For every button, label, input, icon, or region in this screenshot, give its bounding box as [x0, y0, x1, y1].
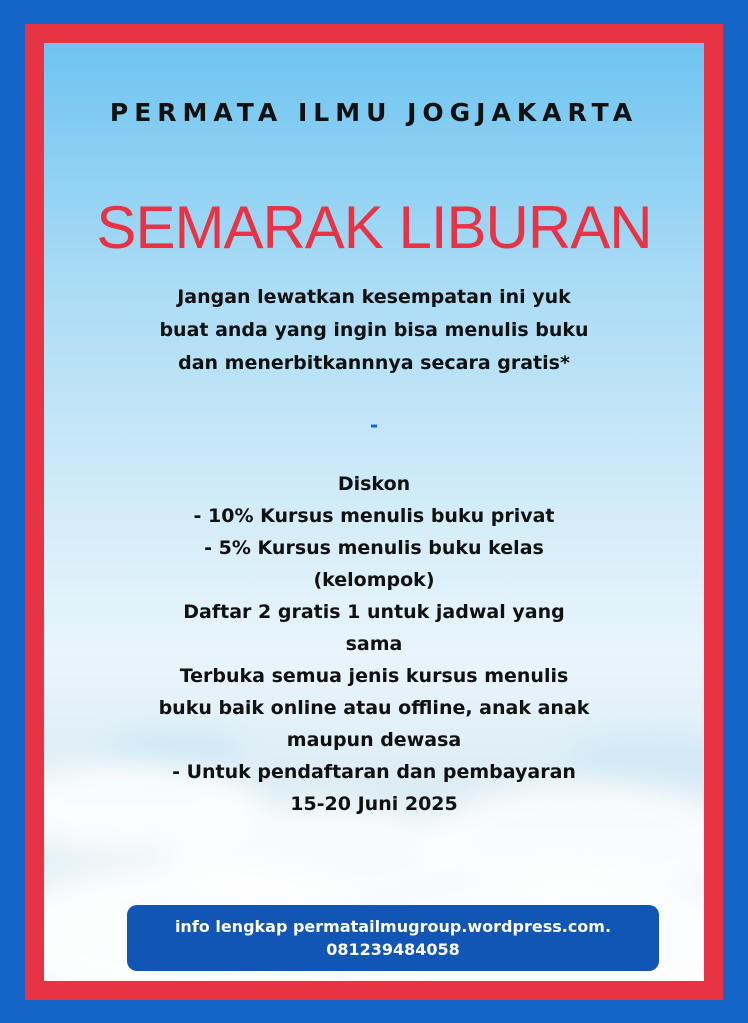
details-text: [84, 468, 664, 820]
detail-line: Diskon: [337, 473, 411, 495]
detail-line: - 5% Kursus menulis buku kelas: [204, 537, 544, 559]
detail-line: sama: [345, 633, 403, 655]
detail-line: 15-20 Juni 2025: [290, 793, 458, 815]
detail-line: Daftar 2 gratis 1 untuk jadwal yang: [183, 601, 565, 623]
detail-line: maupun dewasa: [286, 729, 462, 751]
headline: SEMARAK LIBURAN: [96, 194, 652, 261]
detail-line: (kelompok): [313, 569, 435, 591]
info-box: [127, 905, 659, 971]
detail-line: - Untuk pendaftaran dan pembayaran: [172, 761, 576, 783]
info-phone: 081239484058: [326, 940, 460, 959]
intro-line: dan menerbitkannnya secara gratis*: [178, 352, 570, 374]
poster-content: [44, 43, 704, 981]
intro-text: [84, 281, 664, 380]
detail-line: buku baik online atau offline, anak anak: [158, 697, 590, 719]
detail-line: Terbuka semua jenis kursus menulis: [179, 665, 569, 687]
info-website: info lengkap permatailmugroup.wordpress.com.: [174, 917, 612, 936]
intro-line: Jangan lewatkan kesempatan ini yuk: [177, 286, 571, 308]
separator: -: [369, 413, 379, 437]
organization-name: PERMATA ILMU JOGJAKARTA: [109, 98, 639, 127]
intro-line: buat anda yang ingin bisa menulis buku: [159, 319, 589, 341]
detail-line: - 10% Kursus menulis buku privat: [193, 505, 555, 527]
poster-frame: [25, 24, 723, 1000]
